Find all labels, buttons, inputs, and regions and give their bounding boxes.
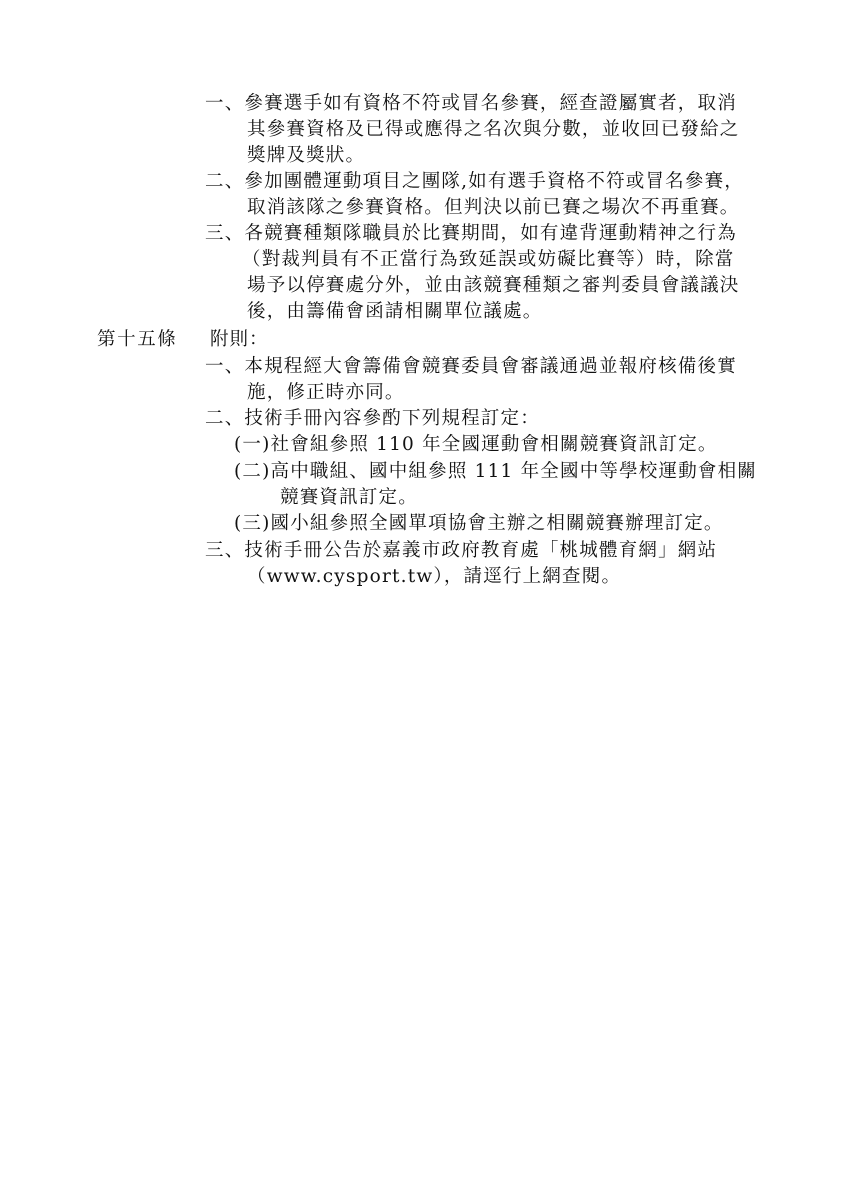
sec15-item3-line2: （www.cysport.tw），請逕行上網查閱。 <box>247 566 622 587</box>
sec15-item2-sub2-line1: (二)高中職組、國中組參照 111 年全國中等學校運動會相關 <box>234 461 758 482</box>
sec15-item2-sub3: (三)國小組參照全國單項協會主辦之相關競賽辦理訂定。 <box>234 513 724 534</box>
sec15-item1-line2: 施，修正時亦同。 <box>247 382 405 403</box>
sec15-item2-sub1: (一)社會組參照 110 年全國運動會相關競賽資訊訂定。 <box>234 434 718 455</box>
sec14-item3-line2: （對裁判員有不正當行為致延誤或妨礙比賽等）時，除當 <box>242 249 735 270</box>
sec14-item1-line1: 一、參賽選手如有資格不符或冒名參賽，經查證屬實者，取消 <box>205 93 737 114</box>
sec15-item2-line1: 二、技術手冊內容參酌下列規程訂定： <box>205 408 540 429</box>
sec14-item3-line1: 三、各競賽種類隊職員於比賽期間，如有違背運動精神之行為 <box>205 223 737 244</box>
sec14-item2-line1: 二、參加團體運動項目之團隊,如有選手資格不符或冒名參賽， <box>205 171 744 192</box>
sec14-item2-line2: 取消該隊之參賽資格。但判決以前已賽之場次不再重賽。 <box>247 197 740 218</box>
sec14-item1-line3: 獎牌及獎狀。 <box>247 145 366 166</box>
sec15-item1-line1: 一、本規程經大會籌備會競賽委員會審議通過並報府核備後實 <box>205 356 737 377</box>
sec15-item2-sub2-line2: 競賽資訊訂定。 <box>280 487 418 508</box>
sec14-item3-line3: 場予以停賽處分外，並由該競賽種類之審判委員會議議決 <box>247 275 740 296</box>
sec14-item1-line2: 其參賽資格及已得或應得之名次與分數，並收回已發給之 <box>247 119 740 140</box>
sec15-item3-line1: 三、技術手冊公告於嘉義市政府教育處「桃城體育網」網站 <box>205 540 718 561</box>
sec14-item3-line4: 後，由籌備會函請相關單位議處。 <box>247 301 543 322</box>
article-15-title: 附則： <box>210 329 269 350</box>
article-15-number: 第十五條 <box>97 329 178 350</box>
